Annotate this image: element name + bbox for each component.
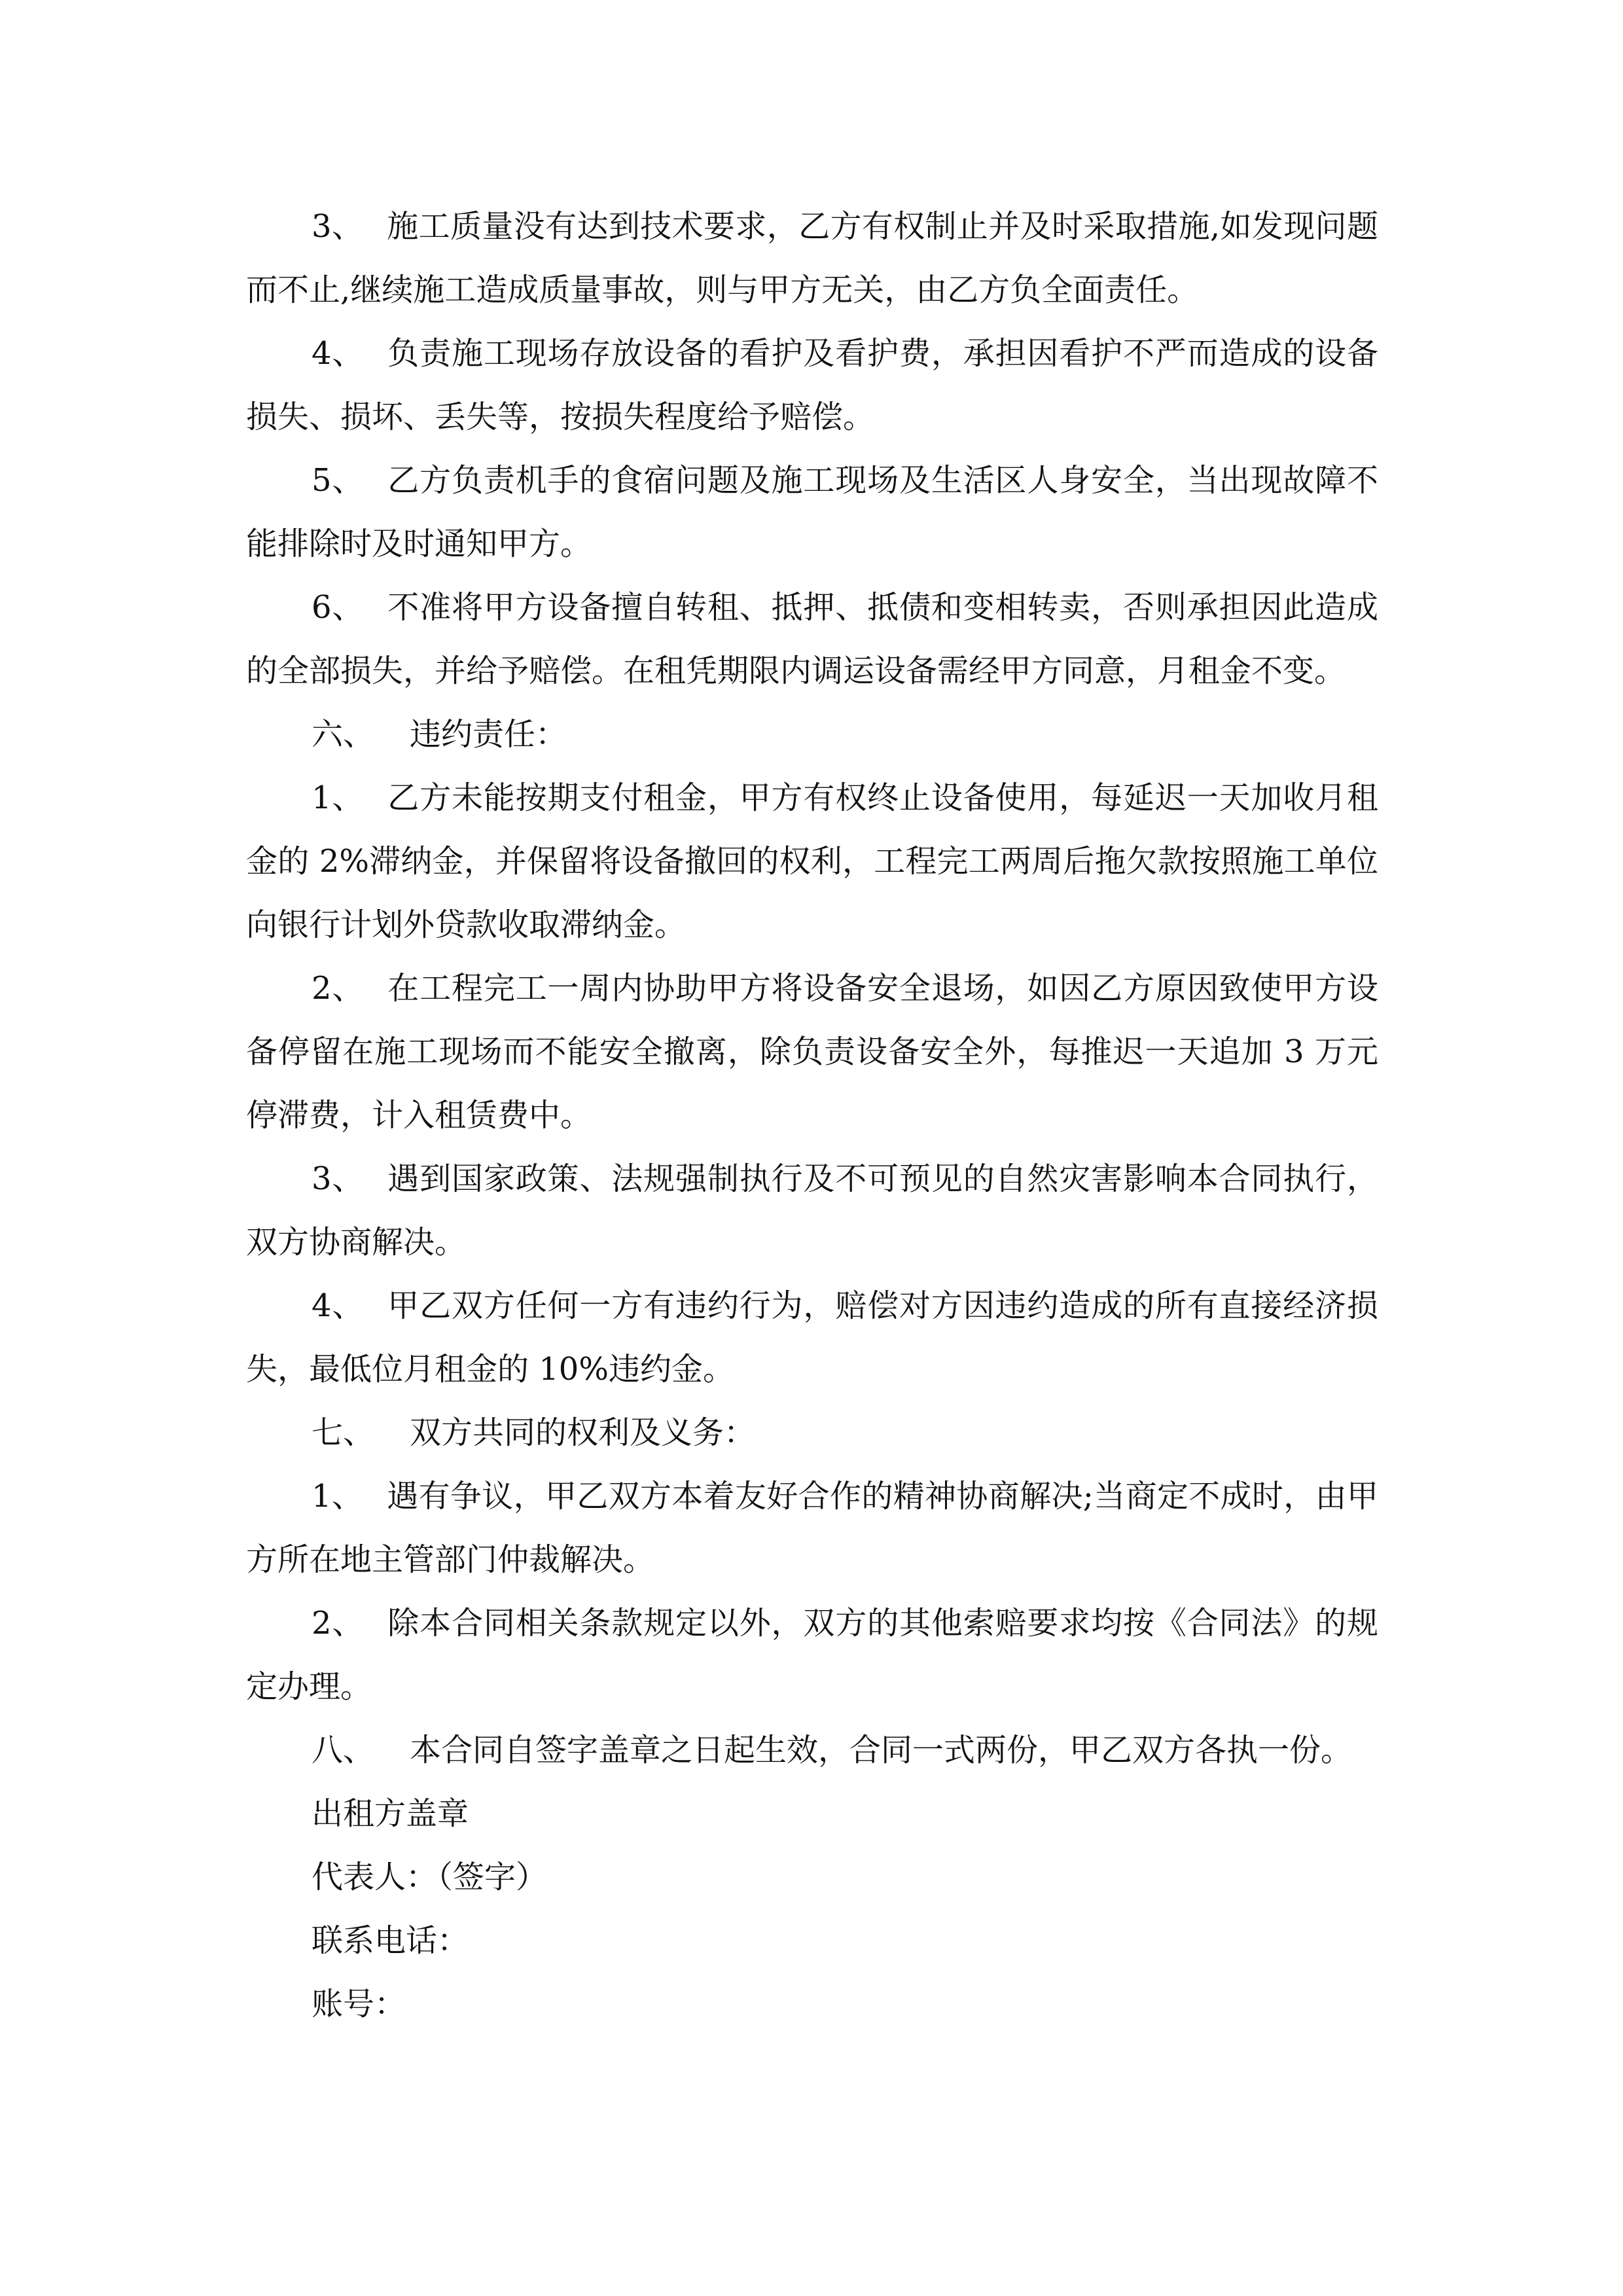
clause-number: 5、	[312, 462, 365, 499]
section-7-heading	[246, 1401, 1378, 1465]
section-title: 本合同自签字盖章之日起生效，合同一式两份，甲乙双方各执一份。	[410, 1732, 1353, 1768]
clause-number: 1、	[312, 780, 365, 816]
lessor-seal-label: 出租方盖章	[312, 1795, 469, 1832]
breach-clause-3	[246, 1147, 1378, 1274]
clause-3	[246, 195, 1378, 322]
clause-text: 施工质量没有达到技术要求，乙方有权制止并及时采取措施,如发现问题而不止,继续施工造成质量事故，则与甲方无关，由乙方负全面责任。	[246, 208, 1378, 308]
section-title: 双方共同的权利及义务：	[410, 1414, 756, 1451]
clause-text: 负责施工现场存放设备的看护及看护费，承担因看护不严而造成的设备损失、损坏、丢失等，按损失程度给予赔偿。	[246, 335, 1378, 435]
breach-clause-4	[246, 1274, 1378, 1401]
section-6-heading	[246, 703, 1378, 766]
clause-text: 不准将甲方设备擅自转租、抵押、抵债和变相转卖，否则承担因此造成的全部损失，并给予赔偿。在租凭期限内调运设备需经甲方同意，月租金不变。	[246, 589, 1378, 689]
clause-text: 遇有争议，甲乙双方本着友好合作的精神协商解决;当商定不成时，由甲方所在地主管部门仲裁解决。	[246, 1478, 1378, 1578]
breach-clause-2	[246, 957, 1378, 1147]
document-page	[246, 195, 1378, 2036]
clause-number: 6、	[312, 589, 365, 626]
clause-text: 甲乙双方任何一方有违约行为，赔偿对方因违约造成的所有直接经济损失，最低位月租金的 10%违约金。	[246, 1287, 1378, 1388]
clause-text: 乙方未能按期支付租金，甲方有权终止设备使用，每延迟一天加收月租金的 2%滞纳金，并保留将设备撤回的权利，工程完工两周后拖欠款按照施工单位向银行计划外贷款收取滞纳金。	[246, 780, 1378, 943]
representative-label: 代表人：（签字）	[312, 1859, 548, 1895]
clause-text: 乙方负责机手的食宿问题及施工现场及生活区人身安全，当出现故障不能排除时及时通知甲方。	[246, 462, 1378, 562]
clause-number: 2、	[312, 1605, 365, 1641]
clause-text: 在工程完工一周内协助甲方将设备安全退场，如因乙方原因致使甲方设备停留在施工现场而不能安全撤离，除负责设备安全外，每推迟一天追加 3 万元停滞费，计入租赁费中。	[246, 970, 1378, 1134]
clause-6	[246, 576, 1378, 703]
clause-text: 遇到国家政策、法规强制执行及不可预见的自然灾害影响本合同执行，双方协商解决。	[246, 1160, 1378, 1261]
account-label: 账号：	[312, 1986, 406, 2022]
section-8-heading	[246, 1719, 1378, 1782]
section-number: 八、	[312, 1732, 375, 1768]
clause-text: 除本合同相关条款规定以外，双方的其他索赔要求均按《合同法》的规定办理。	[246, 1605, 1378, 1705]
section-number: 七、	[312, 1414, 375, 1451]
clause-number: 3、	[312, 208, 364, 245]
clause-4	[246, 322, 1378, 449]
clause-number: 1、	[312, 1478, 364, 1515]
section-number: 六、	[312, 716, 375, 753]
clause-5	[246, 449, 1378, 576]
clause-number: 4、	[312, 1287, 365, 1324]
phone-label: 联系电话：	[312, 1922, 469, 1959]
clause-number: 3、	[312, 1160, 365, 1197]
clause-number: 2、	[312, 970, 365, 1007]
rights-clause-1	[246, 1465, 1378, 1592]
clause-number: 4、	[312, 335, 365, 372]
section-title: 违约责任：	[410, 716, 567, 753]
rights-clause-2	[246, 1592, 1378, 1719]
breach-clause-1	[246, 766, 1378, 957]
